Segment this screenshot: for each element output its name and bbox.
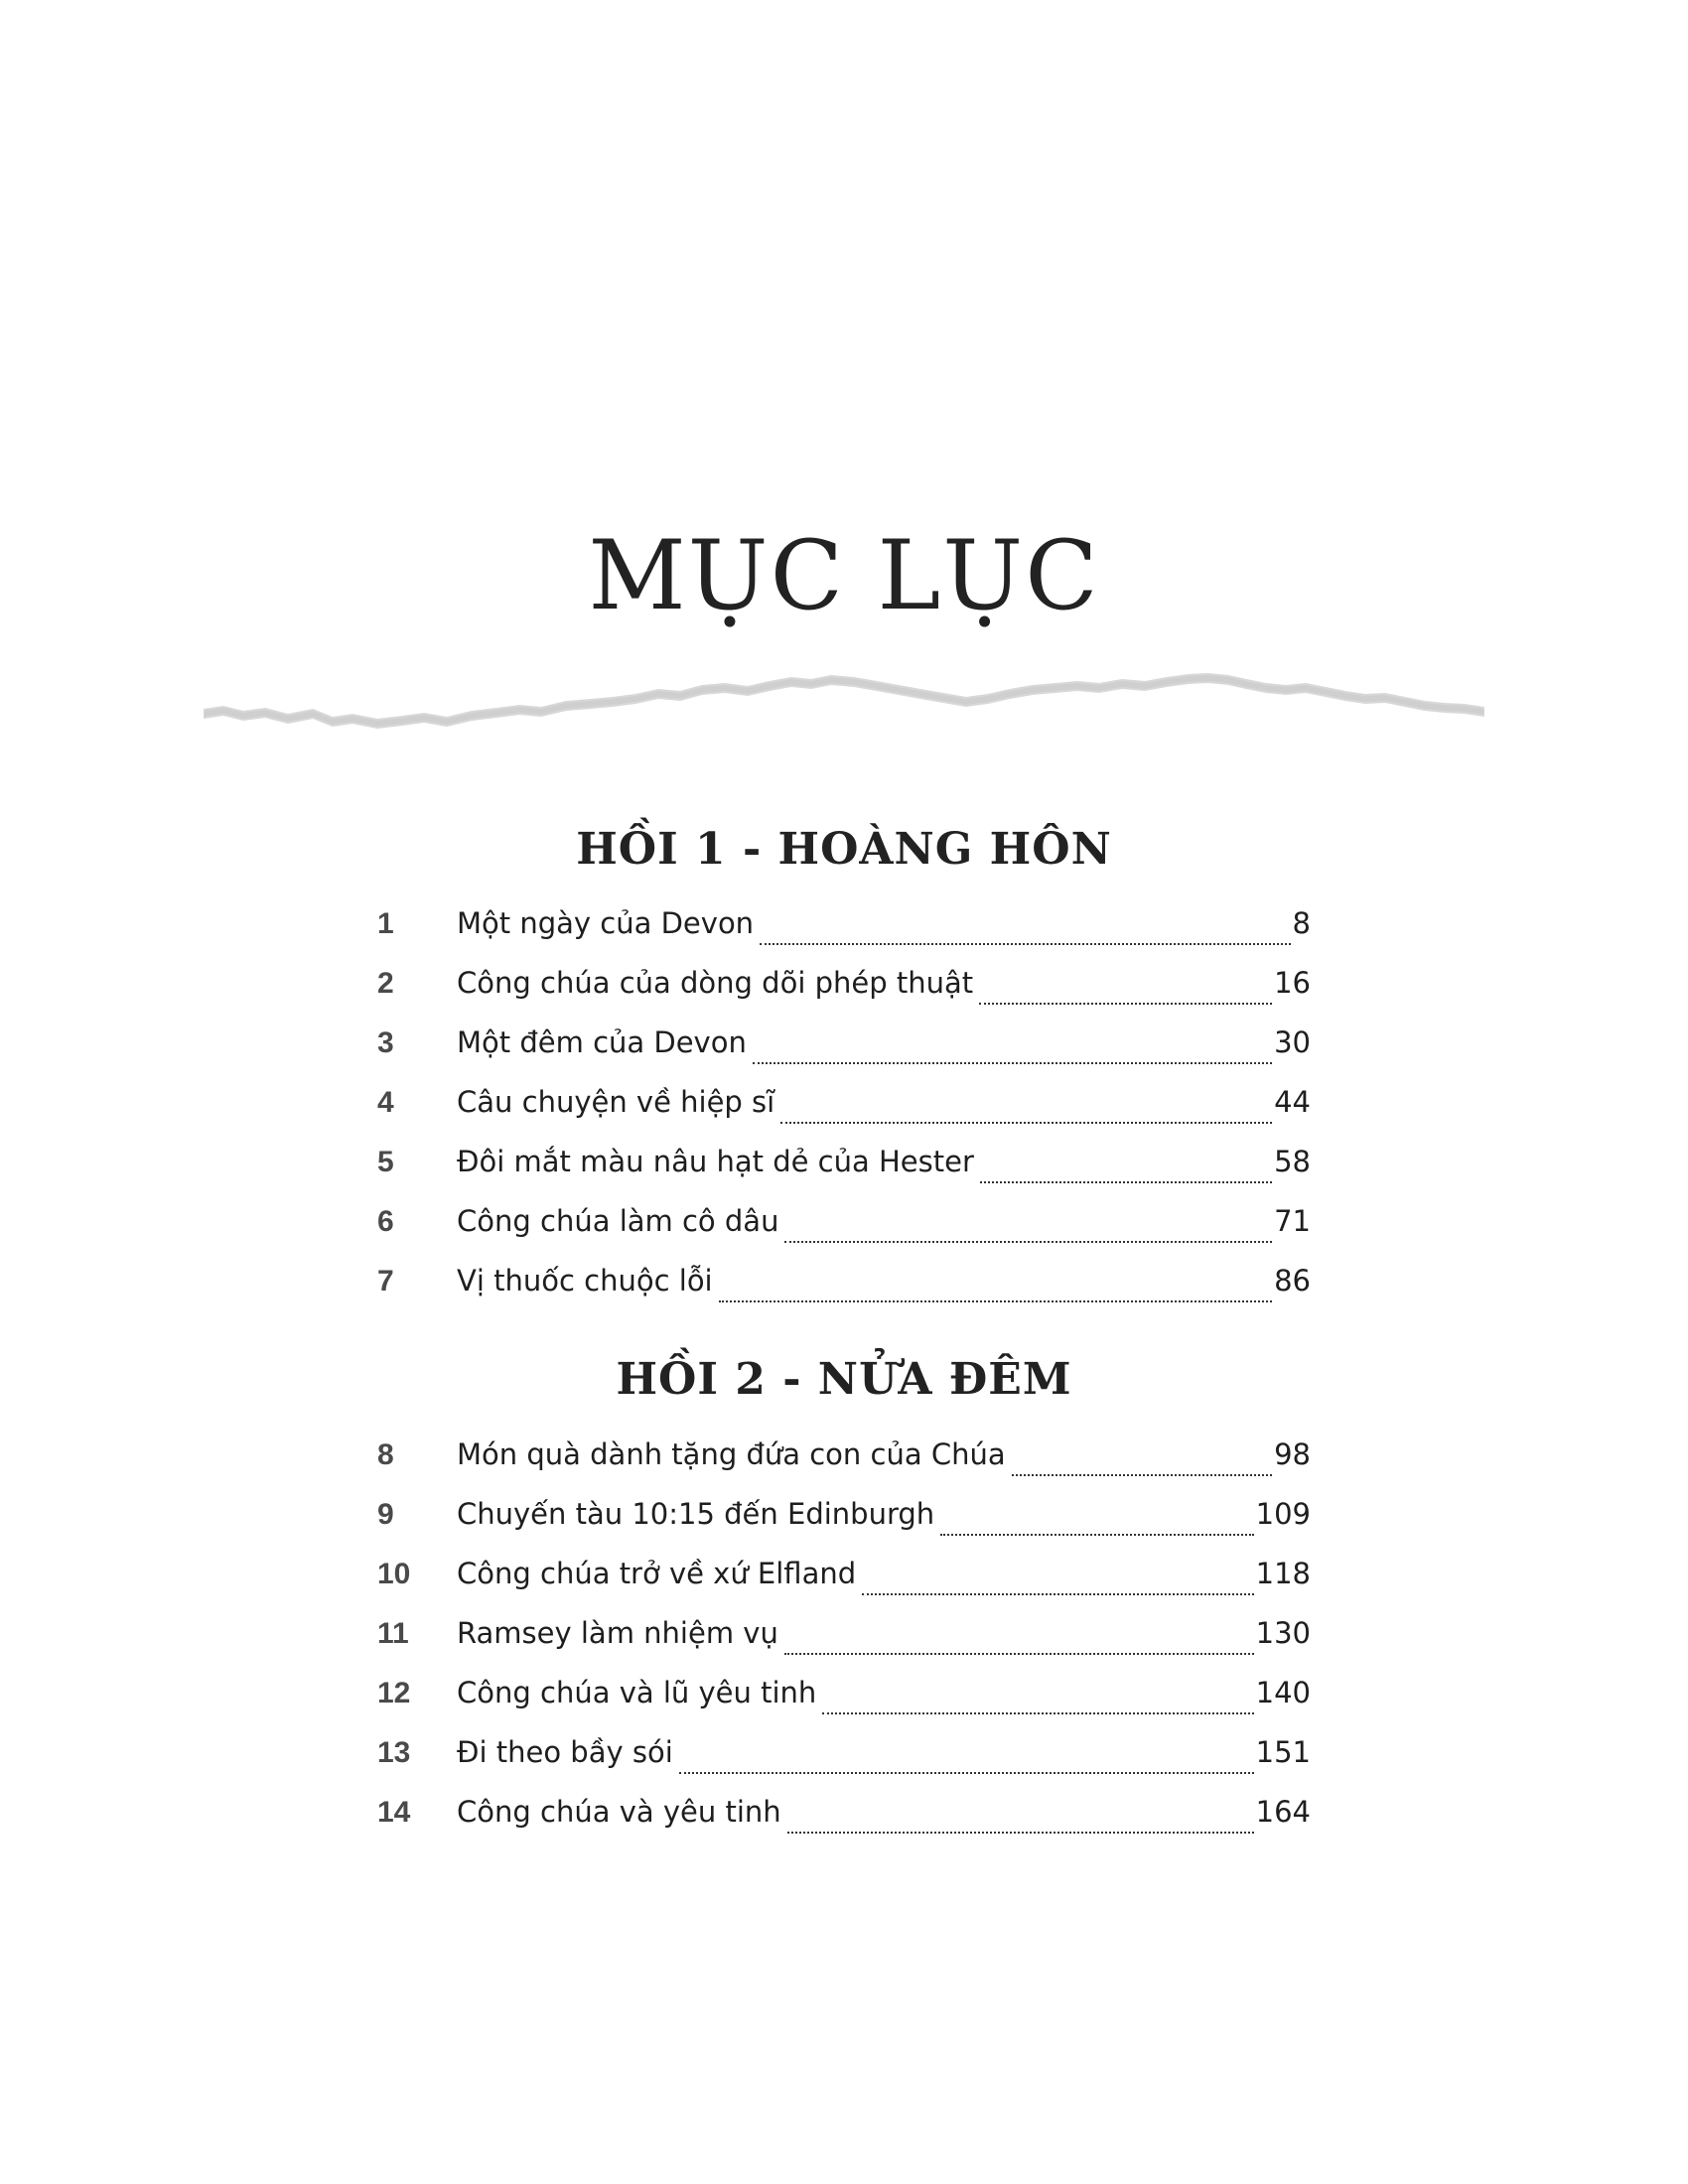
page-number: 98 [1274, 1437, 1311, 1471]
chapter-number: 4 [377, 1086, 394, 1119]
chapter-number: 14 [377, 1796, 411, 1829]
chapter-title: Câu chuyện về hiệp sĩ [457, 1085, 775, 1119]
chapter-number: 10 [377, 1558, 411, 1590]
chapter-title: Công chúa và lũ yêu tinh [457, 1676, 817, 1709]
dot-leader [980, 1180, 1272, 1183]
torn-paper-divider [204, 660, 1484, 740]
toc-entry[interactable] [377, 1722, 1311, 1782]
toc-entry[interactable] [377, 1782, 1311, 1842]
toc-entry[interactable] [377, 1425, 1311, 1484]
chapter-title: Đi theo bầy sói [457, 1735, 673, 1769]
toc-entry[interactable] [377, 1072, 1311, 1132]
toc-entry[interactable] [377, 1663, 1311, 1722]
chapter-number: 2 [377, 967, 394, 1000]
page-number: 71 [1274, 1204, 1311, 1238]
page-number: 86 [1274, 1264, 1311, 1297]
page-number: 140 [1255, 1676, 1311, 1709]
chapter-title: Vị thuốc chuộc lỗi [457, 1264, 713, 1297]
page-number: 109 [1255, 1497, 1311, 1531]
dot-leader [940, 1533, 1253, 1536]
chapter-title: Một ngày của Devon [457, 906, 755, 940]
page-number: 44 [1274, 1085, 1311, 1119]
dot-leader [784, 1240, 1272, 1243]
chapter-number: 12 [377, 1677, 411, 1709]
section-heading-2: HỒI 2 - NỬA ĐÊM [616, 1354, 1072, 1405]
dot-leader [1012, 1473, 1272, 1476]
chapter-number: 8 [377, 1438, 394, 1471]
dot-leader [780, 1121, 1272, 1124]
dot-leader [679, 1771, 1254, 1774]
dot-leader [784, 1652, 1254, 1655]
chapter-title: Công chúa và yêu tinh [457, 1795, 781, 1829]
chapter-number: 7 [377, 1265, 394, 1297]
page-number: 130 [1255, 1616, 1311, 1650]
torn-paper-divider-shape [204, 674, 1484, 728]
dot-leader [760, 942, 1290, 945]
dot-leader [753, 1061, 1272, 1064]
toc-entry[interactable] [377, 1191, 1311, 1251]
chapter-title: Công chúa của dòng dõi phép thuật [457, 966, 974, 1000]
page-number: 118 [1255, 1557, 1311, 1590]
chapter-title: Món quà dành tặng đứa con của Chúa [457, 1437, 1006, 1471]
chapter-number: 5 [377, 1146, 394, 1178]
toc-entry[interactable] [377, 1013, 1311, 1072]
chapter-title: Công chúa làm cô dâu [457, 1204, 779, 1238]
dot-leader [787, 1831, 1254, 1834]
toc-entry[interactable] [377, 1484, 1311, 1544]
chapter-number: 13 [377, 1736, 411, 1769]
page-number: 164 [1255, 1795, 1311, 1829]
chapter-number: 1 [377, 907, 394, 940]
chapter-title: Một đêm của Devon [457, 1025, 747, 1059]
page-number: 16 [1274, 966, 1311, 1000]
chapter-title: Ramsey làm nhiệm vụ [457, 1616, 778, 1650]
dot-leader [719, 1299, 1272, 1302]
toc-list-section-1 [377, 893, 1311, 1310]
chapter-number: 6 [377, 1205, 394, 1238]
dot-leader [979, 1002, 1272, 1005]
toc-entry[interactable] [377, 953, 1311, 1013]
dot-leader [822, 1711, 1253, 1714]
chapter-number: 3 [377, 1026, 394, 1059]
toc-list-section-2 [377, 1425, 1311, 1842]
section-heading-1: HỒI 1 - HOÀNG HÔN [576, 824, 1112, 875]
page-number: 151 [1255, 1735, 1311, 1769]
toc-entry[interactable] [377, 1251, 1311, 1310]
page-number: 30 [1274, 1025, 1311, 1059]
chapter-title: Đôi mắt màu nâu hạt dẻ của Hester [457, 1145, 974, 1178]
chapter-title: Chuyến tàu 10:15 đến Edinburgh [457, 1497, 935, 1531]
page-number: 8 [1292, 906, 1311, 940]
dot-leader [862, 1592, 1254, 1595]
toc-entry[interactable] [377, 893, 1311, 953]
page-title: MỤC LỤC [588, 520, 1100, 631]
toc-entry[interactable] [377, 1132, 1311, 1191]
toc-entry[interactable] [377, 1544, 1311, 1603]
chapter-number: 9 [377, 1498, 394, 1531]
chapter-number: 11 [377, 1617, 409, 1650]
toc-entry[interactable] [377, 1603, 1311, 1663]
page-number: 58 [1274, 1145, 1311, 1178]
chapter-title: Công chúa trở về xứ Elfland [457, 1557, 857, 1590]
